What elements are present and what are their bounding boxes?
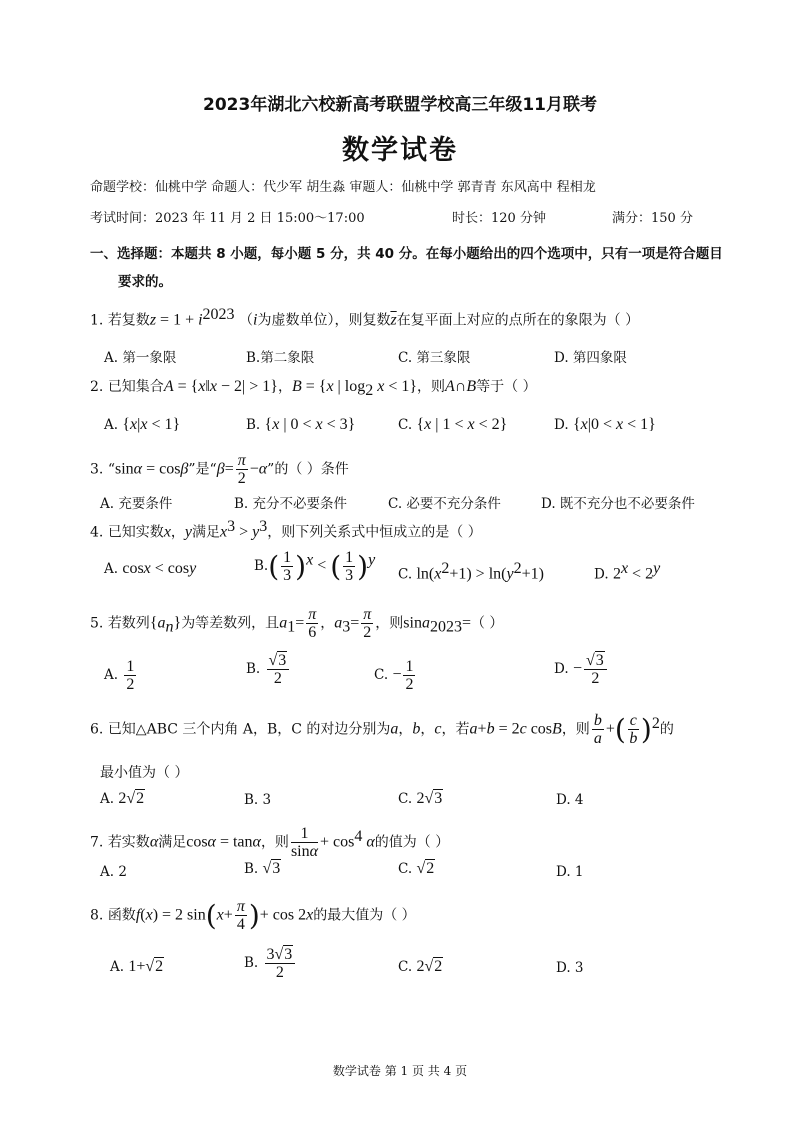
q8-option-a[interactable]: A. 1+√2 bbox=[110, 958, 164, 975]
authors-line: 命题学校：仙桃中学 命题人：代少军 胡生淼 审题人：仙桃中学 郭青青 东风高中 程相龙 bbox=[90, 180, 596, 195]
q4-option-d[interactable]: D. $2^x < 2^y$ bbox=[594, 560, 661, 583]
question-3: 3. “sinα = cosβ”是“β= $\frac{\pi}{2}$ −α”的（ ）条件 bbox=[90, 452, 349, 487]
full-score: 满分：150 分 bbox=[612, 211, 693, 226]
question-6: 6. 已知△ABC 三个内角 A，B，C 的对边分别为a，b，c，若a+b = 2c cosB，则 $\frac{b}{a}$ +( $\frac{c}{b}$ )$^2$的 bbox=[90, 712, 674, 747]
q6-continuation: 最小值为（ ） bbox=[100, 765, 189, 781]
question-7: 7. 若实数α满足cosα = tanα，则 $\frac{1}{\sin\alpha}$ + $\cos^4 \alpha$的值为（ ） bbox=[90, 825, 450, 860]
q8-option-c[interactable]: C. 2√2 bbox=[398, 958, 443, 975]
q7-option-d[interactable]: D. 1 bbox=[556, 864, 584, 880]
question-1: 1. 若复数$z = 1 + i^{2023}$ （i为虚数单位），则复数$\overline{z}$在复平面上对应的点所在的象限为（ ） bbox=[90, 306, 640, 329]
q1-option-c[interactable]: C. 第三象限 bbox=[398, 350, 471, 366]
q7-option-b[interactable]: B. √3 bbox=[244, 860, 281, 877]
q4-option-b[interactable]: B.( $\frac{1}{3}$ )$^x$ < ( $\frac{1}{3}$ )$^y$ bbox=[254, 549, 376, 584]
q3-option-b[interactable]: B. 充分不必要条件 bbox=[234, 496, 348, 512]
q4-option-c[interactable]: C. $\ln(x^2+1) > \ln(y^2+1)$ bbox=[398, 560, 544, 583]
question-5: 5. 若数列$\{a_n\}$为等差数列，且$a_1=$ $\frac{\pi}{6}$ ，$a_3=$ $\frac{\pi}{2}$ ，则sina$_{2023}$=（ ） bbox=[90, 606, 504, 641]
q1-option-d[interactable]: D. 第四象限 bbox=[554, 350, 627, 366]
question-2: 2. 已知集合A = {x‖x − 2| > 1}，B = {x | $\log_2 x < 1$}，则A∩B等于（ ） bbox=[90, 378, 537, 399]
exam-title: 2023年湖北六校新高考联盟学校高三年级11月联考 bbox=[203, 95, 597, 115]
section-heading-line1: 一、选择题：本题共 8 小题，每小题 5 分，共 40 分。在每小题给出的四个选项中，只有一项是符合题目 bbox=[90, 246, 723, 262]
q3-option-c[interactable]: C. 必要不充分条件 bbox=[388, 496, 501, 512]
q6-option-c[interactable]: C. 2√3 bbox=[398, 790, 443, 807]
q2-option-b[interactable]: B. {x | 0 < x < 3} bbox=[246, 416, 356, 433]
q7-option-c[interactable]: C. √2 bbox=[398, 860, 435, 877]
question-4: 4. 已知实数x，y满足$x^3 > y^3$，则下列关系式中恒成立的是（ ） bbox=[90, 518, 482, 541]
q6-option-b[interactable]: B. 3 bbox=[244, 792, 272, 808]
duration: 时长：120 分钟 bbox=[452, 211, 546, 226]
q5-option-b[interactable]: B. $\frac{√3}{2}$ bbox=[246, 652, 291, 687]
q1-option-a[interactable]: A. 第一象限 bbox=[104, 350, 177, 366]
q1-option-b[interactable]: B.第二象限 bbox=[246, 350, 315, 366]
question-number: 1. bbox=[90, 312, 104, 329]
subject-title: 数学试卷 bbox=[342, 135, 458, 166]
q8-option-b[interactable]: B. $\frac{3√3}{2}$ bbox=[244, 946, 297, 981]
q5-option-c[interactable]: C. − $\frac{1}{2}$ bbox=[374, 658, 414, 693]
q2-option-a[interactable]: A. {x|x < 1} bbox=[104, 416, 181, 433]
q6-option-a[interactable]: A. 2√2 bbox=[100, 790, 145, 807]
q2-option-c[interactable]: C. {x | 1 < x < 2} bbox=[398, 416, 508, 433]
q5-option-d[interactable]: D. − $\frac{√3}{2}$ bbox=[554, 652, 609, 687]
q6-option-d[interactable]: D. 4 bbox=[556, 792, 584, 808]
q4-option-a[interactable]: A. cosx < cosy bbox=[104, 560, 197, 577]
q2-option-d[interactable]: D. {x|0 < x < 1} bbox=[554, 416, 656, 433]
exam-time: 考试时间：2023 年 11 月 2 日 15:00～17:00 bbox=[90, 211, 365, 226]
section-heading-line2: 要求的。 bbox=[118, 274, 172, 290]
question-8: 8. 函数f(x) = 2 sin(x+ $\frac{\pi}{4}$ )+ cos 2x的最大值为（ ） bbox=[90, 898, 416, 933]
q3-option-a[interactable]: A. 充要条件 bbox=[100, 496, 173, 512]
q5-option-a[interactable]: A. $\frac{1}{2}$ bbox=[104, 658, 135, 693]
page-footer: 数学试卷 第 1 页 共 4 页 bbox=[332, 1064, 468, 1078]
q3-option-d[interactable]: D. 既不充分也不必要条件 bbox=[541, 496, 695, 512]
q7-option-a[interactable]: A. 2 bbox=[100, 864, 127, 880]
q8-option-d[interactable]: D. 3 bbox=[556, 960, 584, 976]
